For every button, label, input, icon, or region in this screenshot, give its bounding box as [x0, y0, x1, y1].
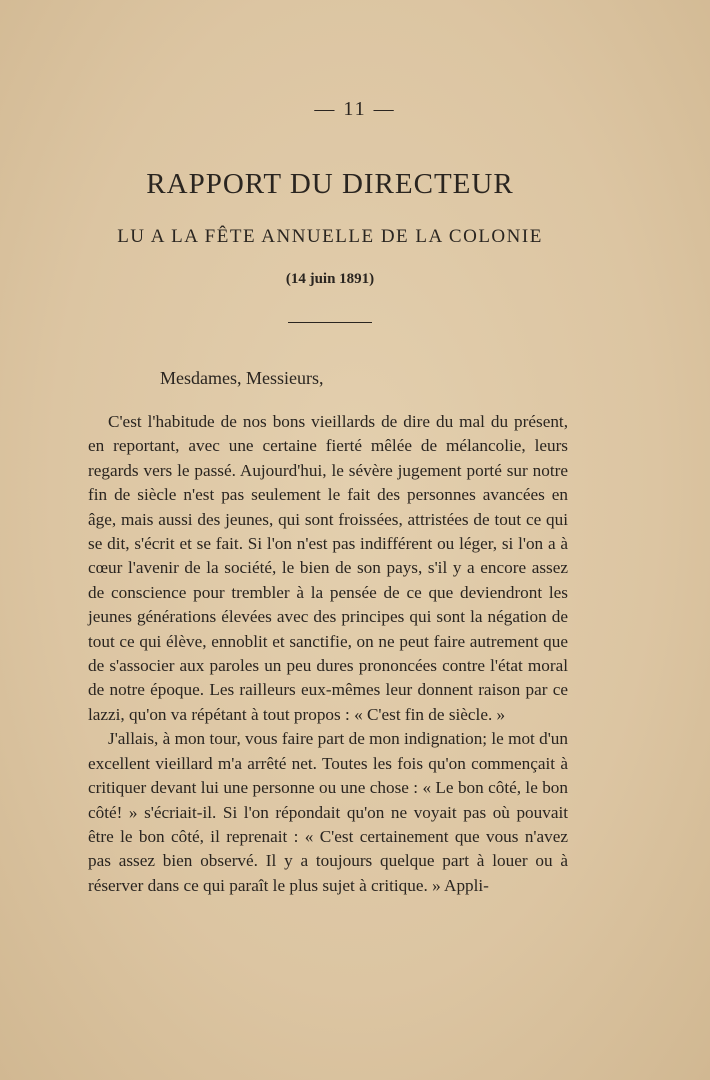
- separator-rule: [288, 322, 372, 323]
- chapter-subtitle: LU A LA FÊTE ANNUELLE DE LA COLONIE: [117, 226, 543, 247]
- body-text: [88, 410, 568, 898]
- page-number: — 11 —: [314, 98, 396, 120]
- paragraph: J'allais, à mon tour, vous faire part de mon indignation; le mot d'un excellent vieillard m'a arrêté net. Toutes les fois qu'on commençait à critiquer devant lui une personne ou une chose : « Le bon côté, le bon côté! » s'écriait-il. Si l'on répondait qu'on ne voyait pas où pouvait être le bon côté, il reprenait : « C'est certainement que vous n'avez pas assez bien observé. Il y a toujours quelque part à louer ou à réserver dans ce qui paraît le plus sujet à critique. » Appli-: [88, 729, 568, 895]
- salutation: Mesdames, Messieurs,: [160, 368, 324, 388]
- chapter-title: RAPPORT DU DIRECTEUR: [146, 168, 514, 200]
- chapter-date: (14 juin 1891): [285, 271, 375, 287]
- paragraph: C'est l'habitude de nos bons vieillards de dire du mal du présent, en reportant, avec une certaine fierté mêlée de mélancolie, leurs regards vers le passé. Aujourd'hui, le sévère jugement porté sur notre fin de siècle n'est pas seulement le fait des personnes avancées en âge, mais aussi des jeunes, qui sont froissées, attristées de tout ce qui se dit, s'écrit et se fait. Si l'on n'est pas indifférent ou léger, si l'on a à cœur l'avenir de la société, le bien de son pays, s'il y a encore assez de conscience pour trembler à la pensée de ce que deviendront les jeunes générations élevées avec des principes qui sont la négation de tout ce qui élève, ennoblit et sanctifie, on ne peut faire autrement que de s'associer aux paroles un peu dures prononcées contre l'état moral de notre époque. Les railleurs eux-mêmes leur donnent raison par ce lazzi, qu'on va répétant à tout propos : « C'est fin de siècle. »: [88, 412, 568, 724]
